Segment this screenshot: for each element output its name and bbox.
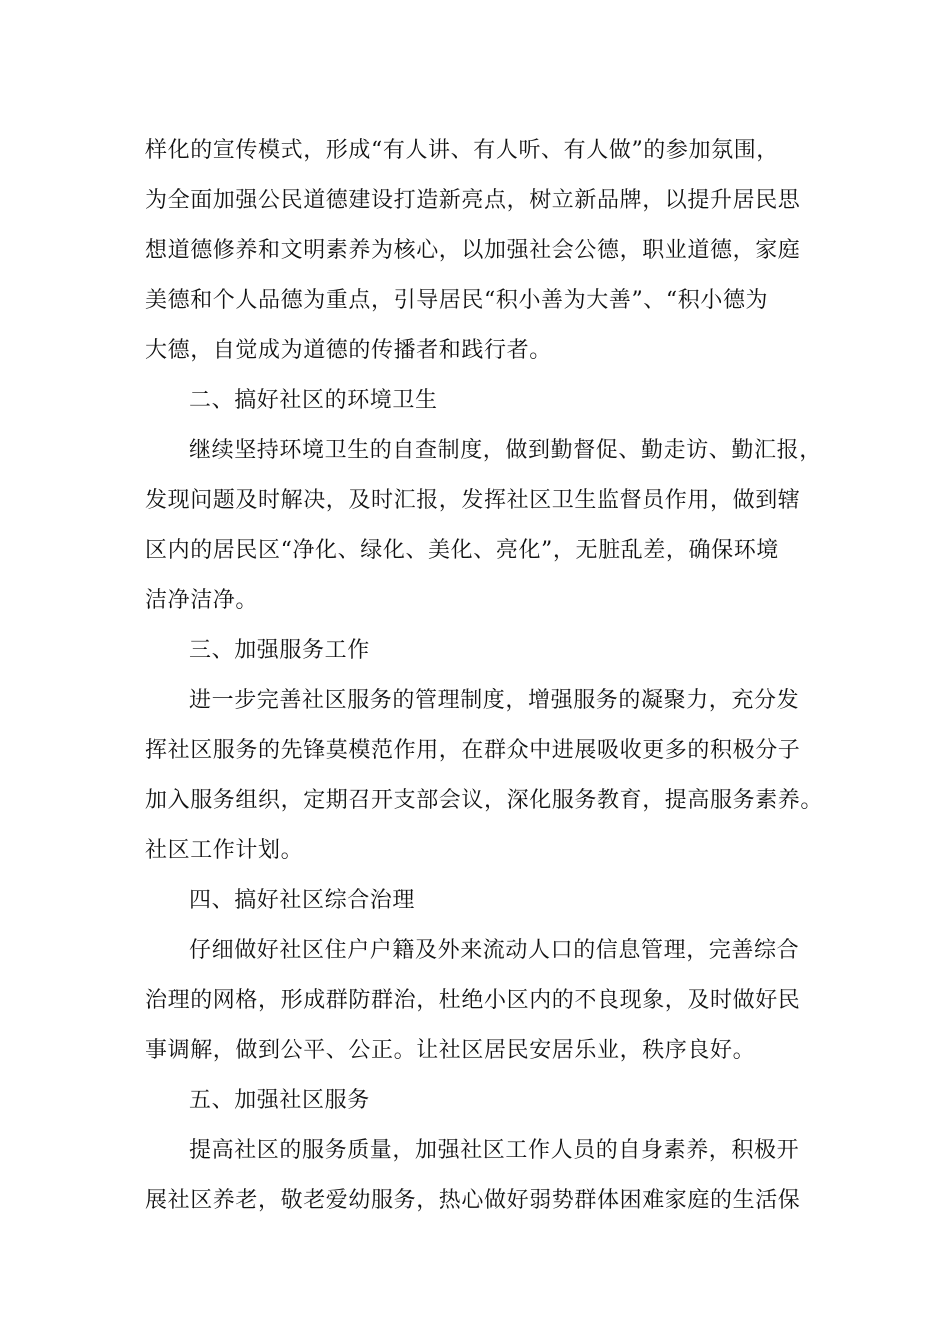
section-heading: 五、加强社区服务	[189, 1088, 370, 1113]
text-line: 加入服务组织，定期召开支部会议，深化服务教育，提高服务素养。	[145, 788, 824, 813]
section-heading: 三、加强服务工作	[189, 638, 370, 663]
document-body	[145, 126, 824, 1226]
text-line: 提高社区的服务质量，加强社区工作人员的自身素养，积极开	[189, 1138, 800, 1163]
text-line: 大德，自觉成为道德的传播者和践行者。	[145, 338, 552, 363]
text-line: 想道德修养和文明素养为核心，以加强社会公德，职业道德，家庭	[145, 238, 801, 263]
text-line: 发现问题及时解决，及时汇报，发挥社区卫生监督员作用，做到辖	[145, 488, 801, 513]
text-line: 区内的居民区“净化、绿化、美化、亮化”，无脏乱差，确保环境	[145, 538, 779, 563]
text-line: 事调解，做到公平、公正。让社区居民安居乐业，秩序良好。	[145, 1038, 756, 1063]
text-line: 展社区养老，敬老爱幼服务，热心做好弱势群体困难家庭的生活保	[145, 1188, 801, 1213]
text-line: 洁净洁净。	[145, 588, 259, 613]
text-line: 为全面加强公民道德建设打造新亮点，树立新品牌，以提升居民思	[145, 188, 801, 213]
text-line: 进一步完善社区服务的管理制度，增强服务的凝聚力，充分发	[189, 688, 800, 713]
text-line: 社区工作计划。	[145, 838, 304, 863]
text-line: 美德和个人品德为重点，引导居民“积小善为大善”、“积小德为	[145, 288, 769, 313]
section-heading: 四、搞好社区综合治理	[189, 888, 416, 913]
section-heading: 二、搞好社区的环境卫生	[189, 388, 438, 413]
text-line: 样化的宣传模式，形成“有人讲、有人听、有人做”的参加氛围，	[145, 138, 779, 163]
text-line: 治理的网格，形成群防群治，杜绝小区内的不良现象，及时做好民	[145, 988, 801, 1013]
text-line: 继续坚持环境卫生的自查制度，做到勤督促、勤走访、勤汇报，	[189, 438, 822, 463]
text-line: 仔细做好社区住户户籍及外来流动人口的信息管理，完善综合	[189, 938, 800, 963]
text-line: 挥社区服务的先锋莫模范作用，在群众中进展吸收更多的积极分子	[145, 738, 801, 763]
